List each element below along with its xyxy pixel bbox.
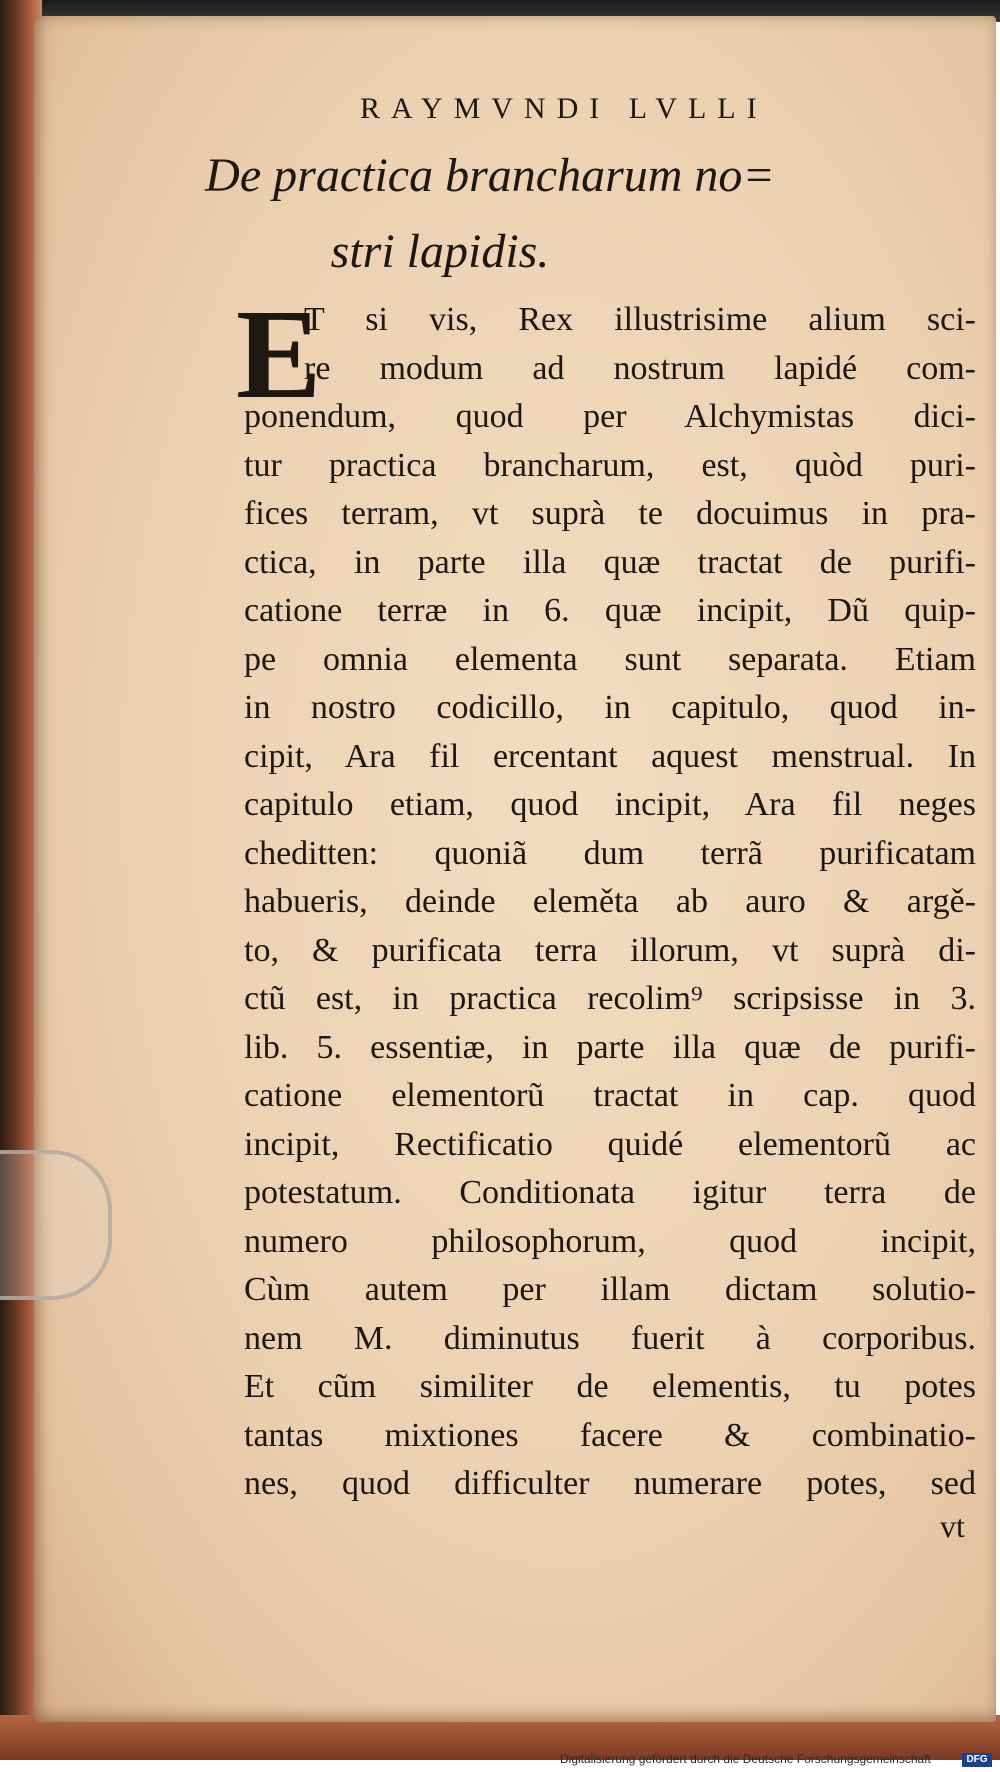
text-line: incipit, Rectificatio quidé elementorũ ac <box>244 1125 976 1163</box>
text-line: T si vis, Rex illustrisime alium sci- <box>304 301 976 338</box>
text-line: tantas mixtiones facere & combinatio- <box>244 1416 976 1454</box>
text-line: fices terram, vt suprà te docuimus in pra- <box>244 495 976 532</box>
text-line: nem M. diminutus fuerit à corporibus. <box>244 1319 976 1357</box>
text-line: ponendum, quod per Alchymistas dici- <box>244 398 976 435</box>
page-clip <box>0 1150 112 1300</box>
text-line: Cùm autem per illam dictam solutio- <box>244 1271 976 1308</box>
dfg-logo: DFG <box>962 1753 992 1767</box>
text-line: cheditten: quoniã dum terrã purificatam <box>244 834 976 872</box>
text-line: potestatum. Conditionata igitur terra de <box>244 1174 976 1211</box>
text-line: ctica, in parte illa quæ tractat de purifi- <box>244 543 976 581</box>
text-line: re modum ad nostrum lapidé com- <box>304 349 976 387</box>
text-line: ctũ est, in practica recolim⁹ scripsisse in 3. <box>244 980 976 1017</box>
running-head: RAYMVNDI LVLLI <box>360 92 768 125</box>
text-line: cipit, Ara fil ercentant aquest menstrual. In <box>244 737 976 775</box>
text-line: capitulo etiam, quod incipit, Ara fil neges <box>244 786 976 823</box>
text-line: catione elementorũ tractat in cap. quod <box>244 1077 976 1114</box>
text-line: pe omnia elementa sunt separata. Etiam <box>244 640 976 678</box>
text-line: catione terræ in 6. quæ incipit, Dũ quip- <box>244 592 976 629</box>
text-line: numero philosophorum, quod incipit, <box>244 1222 976 1260</box>
text-line: in nostro codicillo, in capitulo, quod in- <box>244 689 976 726</box>
catchword: vt <box>940 1508 965 1544</box>
text-line: Et cũm similiter de elementis, tu potes <box>244 1368 976 1405</box>
text-line: tur practica brancharum, est, quòd puri- <box>244 446 976 484</box>
drop-cap-initial: E <box>236 283 322 425</box>
text-line: lib. 5. essentiæ, in parte illa quæ de purifi- <box>244 1028 976 1066</box>
text-line: habueris, deinde eleměta ab auro & argě- <box>244 883 976 920</box>
text-line: nes, quod difficulter numerare potes, sed <box>244 1465 976 1502</box>
digitization-credit: Digitalisierung gefördert durch die Deutsche Forschungsgemeinschaft <box>560 1752 931 1766</box>
section-title-line-2: stri lapidis. <box>330 225 550 278</box>
section-title-line-1: De practica brancharum no= <box>205 149 775 202</box>
text-line: to, & purificata terra illorum, vt suprà di- <box>244 931 976 969</box>
